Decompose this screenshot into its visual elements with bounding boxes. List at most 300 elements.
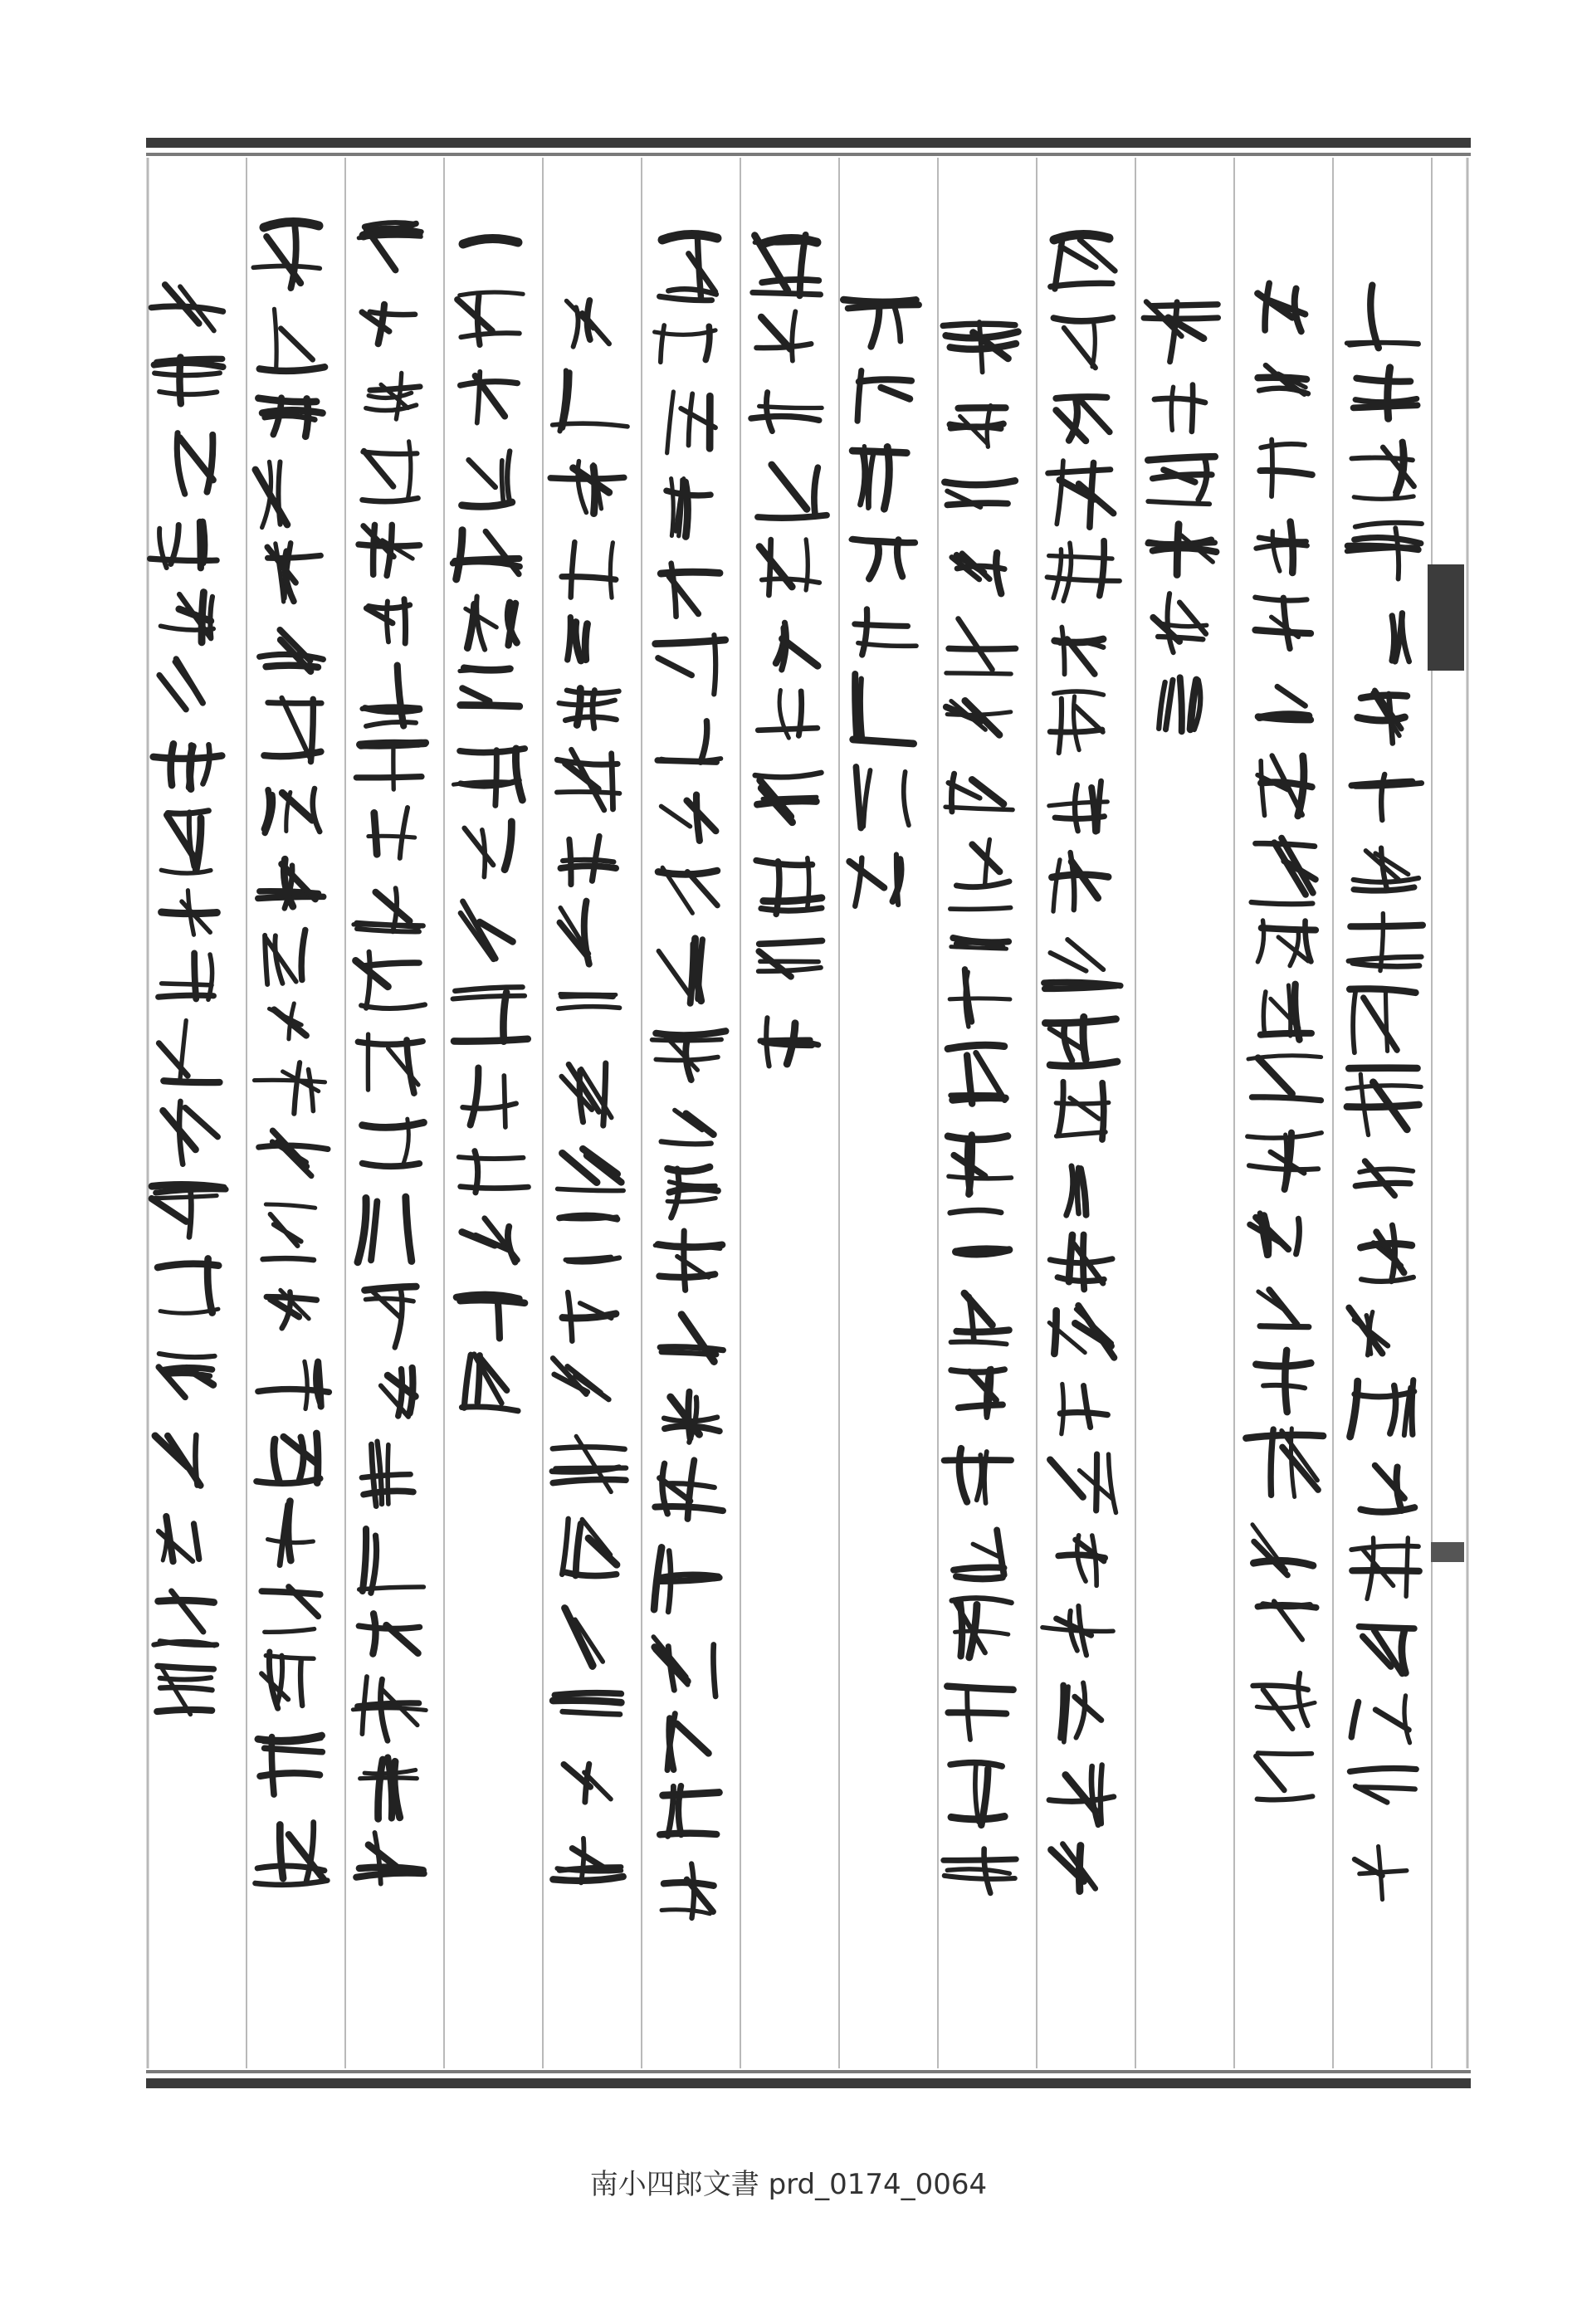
- brush-stroke: [361, 743, 426, 746]
- brush-stroke: [1061, 1685, 1063, 1737]
- brush-stroke: [657, 1578, 719, 1581]
- brush-stroke: [662, 1910, 710, 1914]
- brush-stroke: [356, 777, 422, 778]
- brush-stroke: [374, 525, 375, 574]
- brush-stroke: [662, 1352, 716, 1355]
- brush-stroke: [1171, 387, 1173, 430]
- brush-stroke: [460, 668, 511, 671]
- brush-stroke: [755, 773, 822, 777]
- brush-stroke: [266, 1204, 315, 1208]
- brush-stroke: [363, 1529, 366, 1591]
- handwritten-column: [353, 222, 426, 1884]
- brush-stroke: [968, 1143, 970, 1194]
- handwritten-column: [1042, 234, 1120, 1891]
- brush-stroke: [859, 379, 911, 382]
- brush-stroke: [1252, 1097, 1321, 1101]
- brush-stroke: [461, 382, 518, 386]
- brush-stroke: [306, 1823, 314, 1881]
- brush-stroke: [265, 416, 315, 420]
- brush-stroke: [957, 1330, 1009, 1331]
- brush-stroke: [515, 749, 522, 800]
- brush-stroke: [274, 309, 276, 367]
- brush-stroke: [267, 555, 320, 558]
- brush-stroke: [1255, 598, 1306, 601]
- brush-stroke: [1091, 1766, 1098, 1825]
- brush-stroke: [944, 1859, 1017, 1860]
- brush-stroke: [553, 1701, 621, 1703]
- brush-stroke: [1264, 1216, 1268, 1255]
- brush-stroke: [1258, 716, 1311, 720]
- brush-stroke: [661, 572, 720, 574]
- brush-stroke: [668, 1551, 671, 1612]
- brush-stroke: [950, 908, 1011, 910]
- brush-stroke: [460, 749, 525, 753]
- brush-stroke: [257, 1866, 325, 1871]
- brush-stroke: [266, 1656, 314, 1659]
- brush-stroke: [1071, 852, 1075, 910]
- brush-stroke: [1388, 368, 1390, 418]
- brush-stroke: [159, 1600, 214, 1602]
- brush-stroke: [1060, 642, 1103, 647]
- brush-stroke: [661, 325, 664, 362]
- brush-stroke: [1259, 538, 1306, 542]
- brush-stroke: [668, 289, 716, 294]
- brush-stroke: [667, 392, 674, 453]
- brush-stroke: [1285, 1350, 1286, 1412]
- brush-stroke: [164, 1081, 219, 1082]
- brush-stroke: [263, 1258, 314, 1260]
- brush-stroke: [271, 1214, 298, 1246]
- brush-stroke: [1392, 616, 1394, 661]
- brush-stroke: [1362, 1549, 1394, 1586]
- brush-stroke: [461, 1407, 518, 1411]
- brush-stroke: [158, 1666, 214, 1669]
- brush-stroke: [179, 437, 212, 480]
- brush-stroke: [691, 944, 694, 1003]
- bottom-border: [146, 2078, 1471, 2088]
- brush-stroke: [951, 1370, 1004, 1372]
- brush-stroke: [288, 1501, 290, 1560]
- brush-stroke: [504, 1076, 505, 1127]
- brush-stroke: [758, 728, 818, 730]
- brush-stroke: [945, 1876, 1015, 1879]
- brush-stroke: [955, 1248, 1008, 1251]
- brush-stroke: [684, 1231, 686, 1290]
- brush-stroke: [761, 317, 790, 349]
- brush-stroke: [256, 1478, 320, 1483]
- brush-stroke: [701, 721, 707, 763]
- brush-stroke: [571, 542, 575, 597]
- brush-stroke: [159, 675, 186, 709]
- brush-stroke: [508, 1227, 515, 1262]
- brush-stroke: [1059, 699, 1062, 753]
- brush-stroke: [159, 392, 217, 394]
- brush-stroke: [855, 674, 857, 739]
- brush-stroke: [814, 467, 818, 515]
- brush-stroke: [271, 1737, 274, 1795]
- brush-stroke: [371, 1536, 377, 1593]
- brush-stroke: [185, 1107, 217, 1136]
- brush-stroke: [757, 801, 816, 804]
- brush-stroke: [366, 405, 417, 411]
- brush-stroke: [1055, 817, 1104, 819]
- brush-stroke: [161, 870, 211, 873]
- brush-stroke: [1404, 1696, 1410, 1743]
- brush-stroke: [1077, 1683, 1086, 1738]
- brush-stroke: [1170, 302, 1178, 362]
- brush-stroke: [950, 1095, 1001, 1096]
- side-tab-upper: [1428, 564, 1464, 671]
- brush-stroke: [676, 1724, 708, 1754]
- brush-stroke: [1075, 1697, 1101, 1720]
- brush-stroke: [948, 1712, 1006, 1713]
- brush-stroke: [1351, 1702, 1358, 1737]
- handwritten-column: [1246, 283, 1323, 1799]
- brush-stroke: [568, 618, 571, 660]
- brush-stroke: [398, 1370, 403, 1416]
- brush-stroke: [453, 996, 525, 999]
- handwritten-column: [943, 322, 1018, 1893]
- brush-stroke: [559, 1216, 618, 1219]
- brush-stroke: [357, 929, 419, 931]
- brush-stroke: [1379, 1847, 1383, 1900]
- brush-stroke: [772, 465, 807, 509]
- brush-stroke: [1402, 1632, 1406, 1673]
- brush-stroke: [759, 968, 821, 971]
- brush-stroke: [581, 1838, 583, 1883]
- brush-stroke: [860, 452, 864, 505]
- brush-stroke: [160, 1309, 218, 1313]
- brush-stroke: [1353, 991, 1355, 1053]
- brush-stroke: [461, 333, 519, 337]
- brush-stroke: [266, 666, 318, 667]
- brush-stroke: [856, 767, 861, 828]
- brush-stroke: [855, 624, 908, 626]
- brush-stroke: [262, 410, 322, 413]
- item-marker-stroke: [463, 238, 518, 244]
- brush-stroke: [1260, 1326, 1309, 1327]
- side-tab-lower: [1431, 1542, 1464, 1562]
- brush-stroke: [260, 367, 325, 371]
- brush-stroke: [207, 435, 212, 492]
- brush-stroke: [370, 312, 415, 315]
- brush-stroke: [1256, 544, 1306, 549]
- brush-stroke: [1260, 471, 1312, 475]
- brush-stroke: [652, 1039, 722, 1040]
- brush-stroke: [766, 393, 772, 432]
- brush-stroke: [1096, 1454, 1097, 1511]
- brush-stroke: [1092, 321, 1095, 367]
- brush-stroke: [373, 1614, 375, 1653]
- brush-stroke: [1257, 1702, 1315, 1708]
- brush-stroke: [1051, 283, 1112, 286]
- brush-stroke: [387, 525, 392, 575]
- brush-stroke: [313, 788, 320, 832]
- brush-stroke: [975, 1763, 979, 1823]
- brush-stroke: [1177, 525, 1179, 575]
- brush-stroke: [852, 451, 906, 453]
- brush-stroke: [1255, 843, 1314, 846]
- brush-stroke: [1090, 462, 1094, 527]
- brush-stroke: [1153, 548, 1217, 552]
- brush-stroke: [948, 1136, 1008, 1140]
- brush-stroke: [179, 357, 180, 403]
- brush-stroke: [1192, 384, 1193, 431]
- brush-stroke: [1056, 397, 1106, 398]
- brush-stroke: [1296, 1218, 1300, 1254]
- brush-stroke: [1355, 538, 1421, 544]
- brush-stroke: [713, 1644, 715, 1696]
- brush-stroke: [152, 1199, 187, 1222]
- brush-stroke: [260, 654, 324, 659]
- brush-stroke: [264, 752, 320, 757]
- brush-stroke: [1380, 914, 1383, 971]
- brush-stroke: [762, 280, 818, 283]
- top-border-underline: [146, 153, 1471, 156]
- brush-stroke: [1054, 691, 1104, 695]
- brush-stroke: [486, 531, 519, 574]
- side-tabs: [1428, 564, 1464, 1562]
- brush-stroke: [1257, 1796, 1313, 1799]
- brush-stroke: [193, 1524, 198, 1560]
- brush-stroke: [261, 1591, 320, 1594]
- brush-stroke: [1054, 1311, 1056, 1354]
- brush-stroke: [557, 1868, 621, 1872]
- brush-stroke: [281, 698, 310, 759]
- brush-stroke: [203, 745, 209, 784]
- brush-stroke: [884, 447, 889, 510]
- brush-stroke: [959, 1448, 967, 1501]
- brush-stroke: [174, 662, 201, 700]
- brush-stroke: [662, 806, 691, 826]
- brush-stroke: [374, 813, 377, 854]
- brush-stroke: [1347, 1105, 1419, 1107]
- brush-stroke: [365, 1298, 413, 1301]
- brush-stroke: [1356, 378, 1410, 382]
- brush-stroke: [871, 305, 879, 347]
- brush-stroke: [1081, 1169, 1086, 1215]
- brush-stroke: [949, 648, 1016, 649]
- brush-stroke: [972, 779, 1003, 803]
- brush-stroke: [366, 952, 370, 1008]
- brush-stroke: [1350, 925, 1423, 927]
- brush-stroke: [562, 995, 613, 996]
- brush-stroke: [469, 460, 496, 487]
- brush-stroke: [1057, 1132, 1106, 1136]
- brush-stroke: [1062, 627, 1064, 675]
- brush-stroke: [1077, 1168, 1079, 1213]
- brush-stroke: [996, 553, 1001, 593]
- brush-stroke: [1050, 953, 1086, 971]
- brush-stroke: [950, 1210, 1001, 1213]
- brush-stroke: [277, 1656, 282, 1705]
- brush-stroke: [567, 691, 619, 694]
- brush-stroke: [388, 1757, 392, 1818]
- brush-stroke: [358, 1703, 419, 1706]
- brush-stroke: [1252, 902, 1313, 904]
- brush-stroke: [1261, 761, 1264, 816]
- brush-stroke: [1258, 1058, 1292, 1094]
- brush-stroke: [1059, 1081, 1064, 1133]
- brush-stroke: [1053, 318, 1112, 321]
- brush-stroke: [300, 1660, 302, 1706]
- brush-stroke: [1381, 774, 1384, 820]
- brush-stroke: [157, 1710, 212, 1711]
- brush-stroke: [671, 479, 674, 536]
- brush-stroke: [1053, 860, 1060, 911]
- brush-stroke: [477, 1355, 480, 1403]
- brush-stroke: [881, 388, 911, 399]
- brush-stroke: [462, 688, 489, 701]
- brush-stroke: [894, 306, 901, 342]
- handwritten-column: [150, 285, 226, 1715]
- brush-stroke: [949, 1176, 1011, 1179]
- brush-stroke: [863, 770, 870, 827]
- brush-stroke: [258, 1736, 322, 1741]
- brush-stroke: [763, 797, 817, 798]
- brush-stroke: [585, 1764, 589, 1802]
- brush-stroke: [658, 658, 692, 676]
- brush-stroke: [465, 828, 494, 865]
- brush-stroke: [305, 1361, 307, 1409]
- brush-stroke: [1364, 998, 1397, 1050]
- brush-stroke: [281, 329, 312, 360]
- brush-stroke: [776, 862, 779, 915]
- brush-stroke: [1109, 1454, 1116, 1512]
- brush-stroke: [1050, 1460, 1082, 1497]
- brush-stroke: [1067, 1166, 1073, 1215]
- brush-stroke: [194, 953, 196, 998]
- brush-stroke: [200, 522, 201, 569]
- brush-stroke: [559, 701, 614, 706]
- brush-stroke: [1084, 1386, 1091, 1428]
- brush-stroke: [1283, 598, 1290, 648]
- brush-stroke: [869, 542, 878, 579]
- brush-stroke: [362, 1677, 367, 1734]
- brush-stroke: [950, 998, 1010, 999]
- brush-stroke: [1359, 1627, 1413, 1628]
- brush-stroke: [1044, 982, 1120, 985]
- handwritten-column: [453, 238, 529, 1410]
- brush-stroke: [1064, 328, 1096, 368]
- item-marker-stroke: [662, 234, 717, 240]
- brush-stroke: [1199, 460, 1207, 500]
- handwritten-column: [550, 300, 627, 1883]
- brush-stroke: [869, 451, 874, 507]
- brush-stroke: [689, 393, 693, 445]
- handwritten-columns: [150, 222, 1423, 1918]
- brush-stroke: [571, 749, 604, 810]
- brush-stroke: [460, 292, 523, 295]
- brush-stroke: [1354, 496, 1413, 499]
- brush-stroke: [1354, 887, 1414, 891]
- brush-stroke: [1390, 1385, 1396, 1433]
- brush-stroke: [852, 540, 915, 543]
- brush-stroke: [1256, 1363, 1311, 1366]
- brush-stroke: [398, 666, 404, 726]
- brush-stroke: [950, 427, 1000, 428]
- brush-stroke: [554, 1693, 621, 1696]
- handwritten-column: [253, 222, 329, 1884]
- brush-stroke: [464, 1355, 471, 1408]
- brush-stroke: [662, 1463, 667, 1514]
- brush-stroke: [862, 609, 867, 655]
- item-marker-stroke: [264, 222, 319, 227]
- handwritten-column: [751, 235, 827, 1066]
- brush-stroke: [664, 1882, 714, 1886]
- brush-stroke: [1355, 1183, 1410, 1185]
- brush-stroke: [196, 818, 201, 870]
- brush-stroke: [576, 1524, 581, 1576]
- brush-stroke: [1355, 523, 1422, 527]
- brush-stroke: [189, 812, 194, 867]
- brush-stroke: [1246, 1435, 1323, 1438]
- brush-stroke: [1352, 1570, 1418, 1571]
- brush-stroke: [1101, 1765, 1102, 1824]
- brush-stroke: [563, 860, 613, 862]
- brush-stroke: [1180, 677, 1182, 731]
- brush-stroke: [300, 1437, 304, 1479]
- brush-stroke: [853, 740, 914, 744]
- brush-stroke: [408, 442, 411, 500]
- brush-stroke: [904, 772, 909, 825]
- brush-stroke: [316, 1433, 318, 1483]
- brush-stroke: [1298, 1673, 1307, 1726]
- brush-stroke: [1249, 1165, 1318, 1169]
- brush-stroke: [553, 1480, 626, 1483]
- brush-stroke: [947, 1869, 1009, 1873]
- brush-stroke: [1349, 957, 1422, 961]
- brush-stroke: [1261, 444, 1305, 447]
- brush-stroke: [290, 227, 295, 289]
- brush-stroke: [260, 1773, 320, 1776]
- brush-stroke: [153, 1196, 217, 1199]
- brush-stroke: [357, 923, 423, 925]
- brush-stroke: [1385, 989, 1387, 1052]
- brush-stroke: [553, 1877, 622, 1881]
- brush-stroke: [471, 1068, 479, 1125]
- brush-stroke: [843, 300, 915, 302]
- brush-stroke: [592, 836, 599, 881]
- brush-stroke: [502, 461, 504, 504]
- brush-stroke: [1350, 989, 1415, 993]
- brush-stroke: [1370, 286, 1379, 349]
- brush-stroke: [1353, 963, 1419, 966]
- brush-stroke: [406, 1197, 412, 1261]
- brush-stroke: [1080, 400, 1110, 432]
- brush-stroke: [1060, 1413, 1107, 1415]
- brush-stroke: [559, 1007, 620, 1009]
- brush-stroke: [1350, 1381, 1358, 1437]
- brush-stroke: [1288, 985, 1290, 1036]
- brush-stroke: [1058, 1555, 1105, 1558]
- brush-stroke: [947, 1687, 1013, 1690]
- brush-stroke: [557, 759, 618, 764]
- brush-stroke: [150, 559, 217, 560]
- brush-stroke: [654, 1547, 662, 1609]
- brush-stroke: [957, 566, 1004, 569]
- brush-stroke: [849, 862, 884, 887]
- brush-stroke: [1248, 1056, 1321, 1059]
- brush-stroke: [943, 324, 1015, 325]
- brush-stroke: [1158, 637, 1203, 639]
- brush-stroke: [1083, 1017, 1086, 1059]
- brush-stroke: [460, 1300, 525, 1303]
- brush-stroke: [769, 540, 770, 595]
- brush-stroke: [959, 1404, 1003, 1408]
- brush-stroke: [1360, 1871, 1407, 1874]
- brush-stroke: [956, 1576, 1003, 1579]
